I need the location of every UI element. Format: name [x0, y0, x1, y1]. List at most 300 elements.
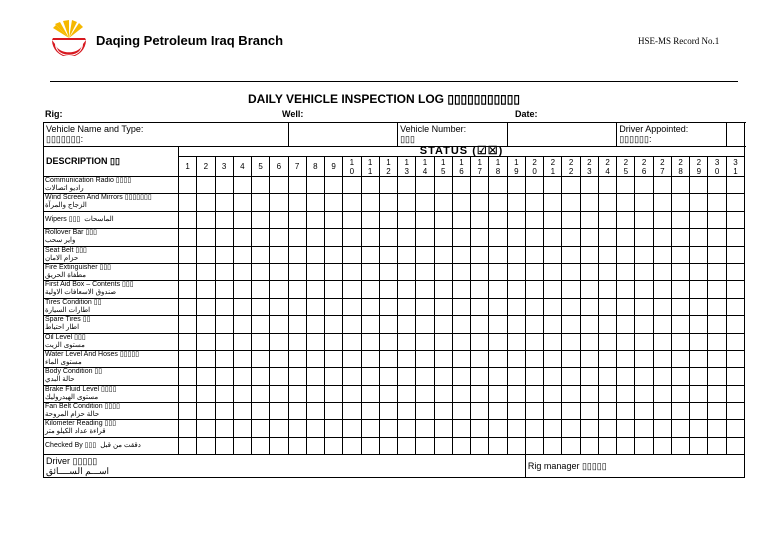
status-cell[interactable] [288, 229, 306, 246]
status-cell[interactable] [233, 229, 251, 246]
status-cell[interactable] [325, 350, 343, 367]
status-cell[interactable] [726, 420, 744, 437]
status-cell[interactable] [197, 211, 215, 228]
status-cell[interactable] [343, 281, 361, 298]
status-cell[interactable] [179, 368, 197, 385]
status-cell[interactable] [671, 177, 689, 194]
status-cell[interactable] [507, 246, 525, 263]
status-cell[interactable] [726, 385, 744, 402]
status-cell[interactable] [562, 263, 580, 280]
status-cell[interactable] [288, 403, 306, 420]
status-cell[interactable] [215, 194, 233, 211]
status-cell[interactable] [471, 316, 489, 333]
status-cell[interactable] [179, 403, 197, 420]
status-cell[interactable] [270, 281, 288, 298]
status-cell[interactable] [507, 281, 525, 298]
status-cell[interactable] [562, 368, 580, 385]
status-cell[interactable] [398, 194, 416, 211]
status-cell[interactable] [471, 368, 489, 385]
status-cell[interactable] [544, 333, 562, 350]
status-cell[interactable] [580, 403, 598, 420]
status-cell[interactable] [507, 420, 525, 437]
status-cell[interactable] [197, 229, 215, 246]
status-cell[interactable] [617, 298, 635, 315]
status-cell[interactable] [617, 403, 635, 420]
status-cell[interactable] [398, 385, 416, 402]
status-cell[interactable] [197, 263, 215, 280]
status-cell[interactable] [452, 194, 470, 211]
status-cell[interactable] [507, 385, 525, 402]
status-cell[interactable] [288, 194, 306, 211]
status-cell[interactable] [617, 333, 635, 350]
status-cell[interactable] [288, 316, 306, 333]
status-cell[interactable] [416, 403, 434, 420]
status-cell[interactable] [525, 229, 543, 246]
status-cell[interactable] [452, 368, 470, 385]
status-cell[interactable] [507, 229, 525, 246]
status-cell[interactable] [690, 194, 708, 211]
status-cell[interactable] [653, 420, 671, 437]
status-cell[interactable] [361, 333, 379, 350]
status-cell[interactable] [197, 420, 215, 437]
status-cell[interactable] [233, 403, 251, 420]
status-cell[interactable] [434, 281, 452, 298]
status-cell[interactable] [690, 420, 708, 437]
status-cell[interactable] [671, 420, 689, 437]
status-cell[interactable] [489, 298, 507, 315]
status-cell[interactable] [343, 403, 361, 420]
status-cell[interactable] [233, 281, 251, 298]
status-cell[interactable] [434, 263, 452, 280]
status-cell[interactable] [306, 437, 324, 454]
status-cell[interactable] [653, 281, 671, 298]
status-cell[interactable] [653, 211, 671, 228]
status-cell[interactable] [197, 316, 215, 333]
status-cell[interactable] [343, 385, 361, 402]
status-cell[interactable] [726, 246, 744, 263]
status-cell[interactable] [379, 263, 397, 280]
status-cell[interactable] [635, 263, 653, 280]
status-cell[interactable] [288, 420, 306, 437]
status-cell[interactable] [617, 246, 635, 263]
status-cell[interactable] [398, 229, 416, 246]
status-cell[interactable] [361, 246, 379, 263]
status-cell[interactable] [635, 211, 653, 228]
status-cell[interactable] [544, 263, 562, 280]
status-cell[interactable] [252, 281, 270, 298]
status-cell[interactable] [708, 437, 726, 454]
status-cell[interactable] [562, 385, 580, 402]
status-cell[interactable] [525, 420, 543, 437]
status-cell[interactable] [580, 333, 598, 350]
status-cell[interactable] [416, 246, 434, 263]
status-cell[interactable] [544, 368, 562, 385]
status-cell[interactable] [434, 403, 452, 420]
status-cell[interactable] [252, 298, 270, 315]
status-cell[interactable] [525, 177, 543, 194]
status-cell[interactable] [179, 298, 197, 315]
status-cell[interactable] [544, 420, 562, 437]
status-cell[interactable] [398, 263, 416, 280]
status-cell[interactable] [361, 350, 379, 367]
status-cell[interactable] [653, 333, 671, 350]
status-cell[interactable] [580, 298, 598, 315]
status-cell[interactable] [416, 368, 434, 385]
status-cell[interactable] [598, 350, 616, 367]
status-cell[interactable] [215, 368, 233, 385]
status-cell[interactable] [452, 333, 470, 350]
status-cell[interactable] [635, 368, 653, 385]
status-cell[interactable] [325, 177, 343, 194]
status-cell[interactable] [617, 194, 635, 211]
vehicle-number-field[interactable] [507, 123, 617, 147]
status-cell[interactable] [489, 437, 507, 454]
status-cell[interactable] [452, 350, 470, 367]
status-cell[interactable] [215, 350, 233, 367]
status-cell[interactable] [398, 246, 416, 263]
status-cell[interactable] [598, 194, 616, 211]
status-cell[interactable] [690, 403, 708, 420]
status-cell[interactable] [562, 211, 580, 228]
status-cell[interactable] [671, 211, 689, 228]
status-cell[interactable] [197, 437, 215, 454]
status-cell[interactable] [398, 177, 416, 194]
status-cell[interactable] [580, 229, 598, 246]
status-cell[interactable] [270, 229, 288, 246]
status-cell[interactable] [197, 333, 215, 350]
status-cell[interactable] [434, 350, 452, 367]
status-cell[interactable] [598, 403, 616, 420]
status-cell[interactable] [179, 385, 197, 402]
status-cell[interactable] [179, 229, 197, 246]
status-cell[interactable] [434, 177, 452, 194]
status-cell[interactable] [471, 437, 489, 454]
status-cell[interactable] [471, 229, 489, 246]
status-cell[interactable] [379, 437, 397, 454]
status-cell[interactable] [434, 333, 452, 350]
status-cell[interactable] [525, 194, 543, 211]
status-cell[interactable] [325, 263, 343, 280]
status-cell[interactable] [635, 298, 653, 315]
status-cell[interactable] [471, 263, 489, 280]
status-cell[interactable] [653, 177, 671, 194]
status-cell[interactable] [252, 316, 270, 333]
status-cell[interactable] [416, 437, 434, 454]
status-cell[interactable] [489, 368, 507, 385]
status-cell[interactable] [252, 229, 270, 246]
status-cell[interactable] [325, 420, 343, 437]
status-cell[interactable] [635, 333, 653, 350]
status-cell[interactable] [233, 177, 251, 194]
status-cell[interactable] [325, 246, 343, 263]
status-cell[interactable] [288, 246, 306, 263]
status-cell[interactable] [270, 385, 288, 402]
status-cell[interactable] [379, 316, 397, 333]
status-cell[interactable] [416, 420, 434, 437]
status-cell[interactable] [233, 437, 251, 454]
status-cell[interactable] [288, 263, 306, 280]
status-cell[interactable] [270, 177, 288, 194]
status-cell[interactable] [544, 385, 562, 402]
status-cell[interactable] [580, 194, 598, 211]
status-cell[interactable] [598, 298, 616, 315]
status-cell[interactable] [653, 316, 671, 333]
status-cell[interactable] [197, 177, 215, 194]
status-cell[interactable] [507, 177, 525, 194]
status-cell[interactable] [671, 281, 689, 298]
status-cell[interactable] [598, 177, 616, 194]
status-cell[interactable] [434, 298, 452, 315]
status-cell[interactable] [617, 211, 635, 228]
status-cell[interactable] [690, 211, 708, 228]
status-cell[interactable] [452, 263, 470, 280]
status-cell[interactable] [179, 263, 197, 280]
status-cell[interactable] [525, 211, 543, 228]
status-cell[interactable] [215, 316, 233, 333]
status-cell[interactable] [525, 281, 543, 298]
status-cell[interactable] [252, 246, 270, 263]
status-cell[interactable] [233, 211, 251, 228]
status-cell[interactable] [690, 246, 708, 263]
status-cell[interactable] [726, 211, 744, 228]
status-cell[interactable] [361, 368, 379, 385]
status-cell[interactable] [325, 333, 343, 350]
status-cell[interactable] [635, 194, 653, 211]
status-cell[interactable] [416, 385, 434, 402]
status-cell[interactable] [580, 316, 598, 333]
status-cell[interactable] [252, 385, 270, 402]
status-cell[interactable] [270, 211, 288, 228]
status-cell[interactable] [653, 263, 671, 280]
status-cell[interactable] [671, 333, 689, 350]
status-cell[interactable] [197, 194, 215, 211]
status-cell[interactable] [580, 263, 598, 280]
status-cell[interactable] [598, 333, 616, 350]
status-cell[interactable] [489, 316, 507, 333]
status-cell[interactable] [361, 403, 379, 420]
status-cell[interactable] [361, 298, 379, 315]
status-cell[interactable] [671, 194, 689, 211]
status-cell[interactable] [671, 403, 689, 420]
status-cell[interactable] [708, 333, 726, 350]
status-cell[interactable] [544, 229, 562, 246]
status-cell[interactable] [270, 350, 288, 367]
status-cell[interactable] [452, 281, 470, 298]
status-cell[interactable] [306, 194, 324, 211]
status-cell[interactable] [434, 316, 452, 333]
status-cell[interactable] [270, 298, 288, 315]
status-cell[interactable] [489, 350, 507, 367]
status-cell[interactable] [598, 385, 616, 402]
status-cell[interactable] [489, 246, 507, 263]
status-cell[interactable] [525, 316, 543, 333]
status-cell[interactable] [708, 211, 726, 228]
status-cell[interactable] [325, 194, 343, 211]
status-cell[interactable] [708, 385, 726, 402]
status-cell[interactable] [179, 437, 197, 454]
status-cell[interactable] [452, 437, 470, 454]
status-cell[interactable] [489, 420, 507, 437]
status-cell[interactable] [452, 246, 470, 263]
vehicle-name-field[interactable] [288, 123, 398, 147]
status-cell[interactable] [434, 229, 452, 246]
status-cell[interactable] [507, 437, 525, 454]
status-cell[interactable] [325, 368, 343, 385]
status-cell[interactable] [288, 298, 306, 315]
status-cell[interactable] [580, 437, 598, 454]
status-cell[interactable] [507, 316, 525, 333]
status-cell[interactable] [726, 350, 744, 367]
status-cell[interactable] [233, 246, 251, 263]
status-cell[interactable] [708, 194, 726, 211]
status-cell[interactable] [416, 229, 434, 246]
status-cell[interactable] [617, 350, 635, 367]
status-cell[interactable] [361, 385, 379, 402]
status-cell[interactable] [270, 368, 288, 385]
status-cell[interactable] [708, 403, 726, 420]
status-cell[interactable] [361, 420, 379, 437]
status-cell[interactable] [671, 298, 689, 315]
status-cell[interactable] [379, 281, 397, 298]
status-cell[interactable] [507, 263, 525, 280]
status-cell[interactable] [416, 177, 434, 194]
status-cell[interactable] [562, 177, 580, 194]
status-cell[interactable] [379, 403, 397, 420]
status-cell[interactable] [653, 437, 671, 454]
status-cell[interactable] [726, 263, 744, 280]
status-cell[interactable] [726, 437, 744, 454]
status-cell[interactable] [416, 211, 434, 228]
status-cell[interactable] [635, 229, 653, 246]
status-cell[interactable] [708, 298, 726, 315]
status-cell[interactable] [726, 281, 744, 298]
status-cell[interactable] [635, 350, 653, 367]
status-cell[interactable] [726, 298, 744, 315]
status-cell[interactable] [544, 211, 562, 228]
status-cell[interactable] [306, 420, 324, 437]
status-cell[interactable] [598, 229, 616, 246]
status-cell[interactable] [580, 350, 598, 367]
status-cell[interactable] [379, 333, 397, 350]
status-cell[interactable] [580, 385, 598, 402]
status-cell[interactable] [233, 333, 251, 350]
status-cell[interactable] [452, 385, 470, 402]
status-cell[interactable] [708, 368, 726, 385]
status-cell[interactable] [379, 194, 397, 211]
status-cell[interactable] [197, 385, 215, 402]
status-cell[interactable] [562, 333, 580, 350]
status-cell[interactable] [726, 316, 744, 333]
status-cell[interactable] [288, 177, 306, 194]
status-cell[interactable] [215, 263, 233, 280]
status-cell[interactable] [179, 246, 197, 263]
status-cell[interactable] [690, 298, 708, 315]
status-cell[interactable] [507, 403, 525, 420]
status-cell[interactable] [708, 281, 726, 298]
status-cell[interactable] [306, 368, 324, 385]
status-cell[interactable] [726, 403, 744, 420]
status-cell[interactable] [489, 177, 507, 194]
status-cell[interactable] [507, 211, 525, 228]
status-cell[interactable] [471, 246, 489, 263]
status-cell[interactable] [562, 350, 580, 367]
status-cell[interactable] [252, 420, 270, 437]
status-cell[interactable] [434, 194, 452, 211]
status-cell[interactable] [507, 350, 525, 367]
status-cell[interactable] [617, 263, 635, 280]
status-cell[interactable] [343, 368, 361, 385]
status-cell[interactable] [708, 263, 726, 280]
status-cell[interactable] [434, 437, 452, 454]
status-cell[interactable] [580, 281, 598, 298]
status-cell[interactable] [489, 385, 507, 402]
status-cell[interactable] [179, 316, 197, 333]
status-cell[interactable] [690, 385, 708, 402]
status-cell[interactable] [215, 437, 233, 454]
status-cell[interactable] [544, 177, 562, 194]
status-cell[interactable] [471, 281, 489, 298]
status-cell[interactable] [562, 194, 580, 211]
status-cell[interactable] [434, 385, 452, 402]
status-cell[interactable] [233, 298, 251, 315]
status-cell[interactable] [489, 333, 507, 350]
status-cell[interactable] [635, 177, 653, 194]
status-cell[interactable] [671, 368, 689, 385]
status-cell[interactable] [398, 368, 416, 385]
status-cell[interactable] [179, 211, 197, 228]
status-cell[interactable] [690, 368, 708, 385]
status-cell[interactable] [653, 229, 671, 246]
status-cell[interactable] [598, 437, 616, 454]
status-cell[interactable] [215, 420, 233, 437]
status-cell[interactable] [416, 350, 434, 367]
status-cell[interactable] [580, 177, 598, 194]
status-cell[interactable] [580, 246, 598, 263]
status-cell[interactable] [325, 403, 343, 420]
status-cell[interactable] [379, 368, 397, 385]
status-cell[interactable] [306, 211, 324, 228]
status-cell[interactable] [233, 368, 251, 385]
status-cell[interactable] [452, 403, 470, 420]
status-cell[interactable] [708, 177, 726, 194]
status-cell[interactable] [544, 298, 562, 315]
status-cell[interactable] [306, 177, 324, 194]
status-cell[interactable] [398, 437, 416, 454]
status-cell[interactable] [471, 298, 489, 315]
status-cell[interactable] [270, 420, 288, 437]
status-cell[interactable] [489, 211, 507, 228]
status-cell[interactable] [416, 298, 434, 315]
status-cell[interactable] [197, 368, 215, 385]
status-cell[interactable] [726, 177, 744, 194]
status-cell[interactable] [325, 229, 343, 246]
status-cell[interactable] [507, 333, 525, 350]
status-cell[interactable] [361, 177, 379, 194]
status-cell[interactable] [452, 177, 470, 194]
status-cell[interactable] [471, 420, 489, 437]
status-cell[interactable] [580, 420, 598, 437]
status-cell[interactable] [379, 298, 397, 315]
status-cell[interactable] [653, 368, 671, 385]
status-cell[interactable] [452, 316, 470, 333]
status-cell[interactable] [598, 263, 616, 280]
status-cell[interactable] [489, 194, 507, 211]
status-cell[interactable] [507, 368, 525, 385]
status-cell[interactable] [398, 281, 416, 298]
status-cell[interactable] [197, 298, 215, 315]
status-cell[interactable] [525, 385, 543, 402]
status-cell[interactable] [671, 229, 689, 246]
